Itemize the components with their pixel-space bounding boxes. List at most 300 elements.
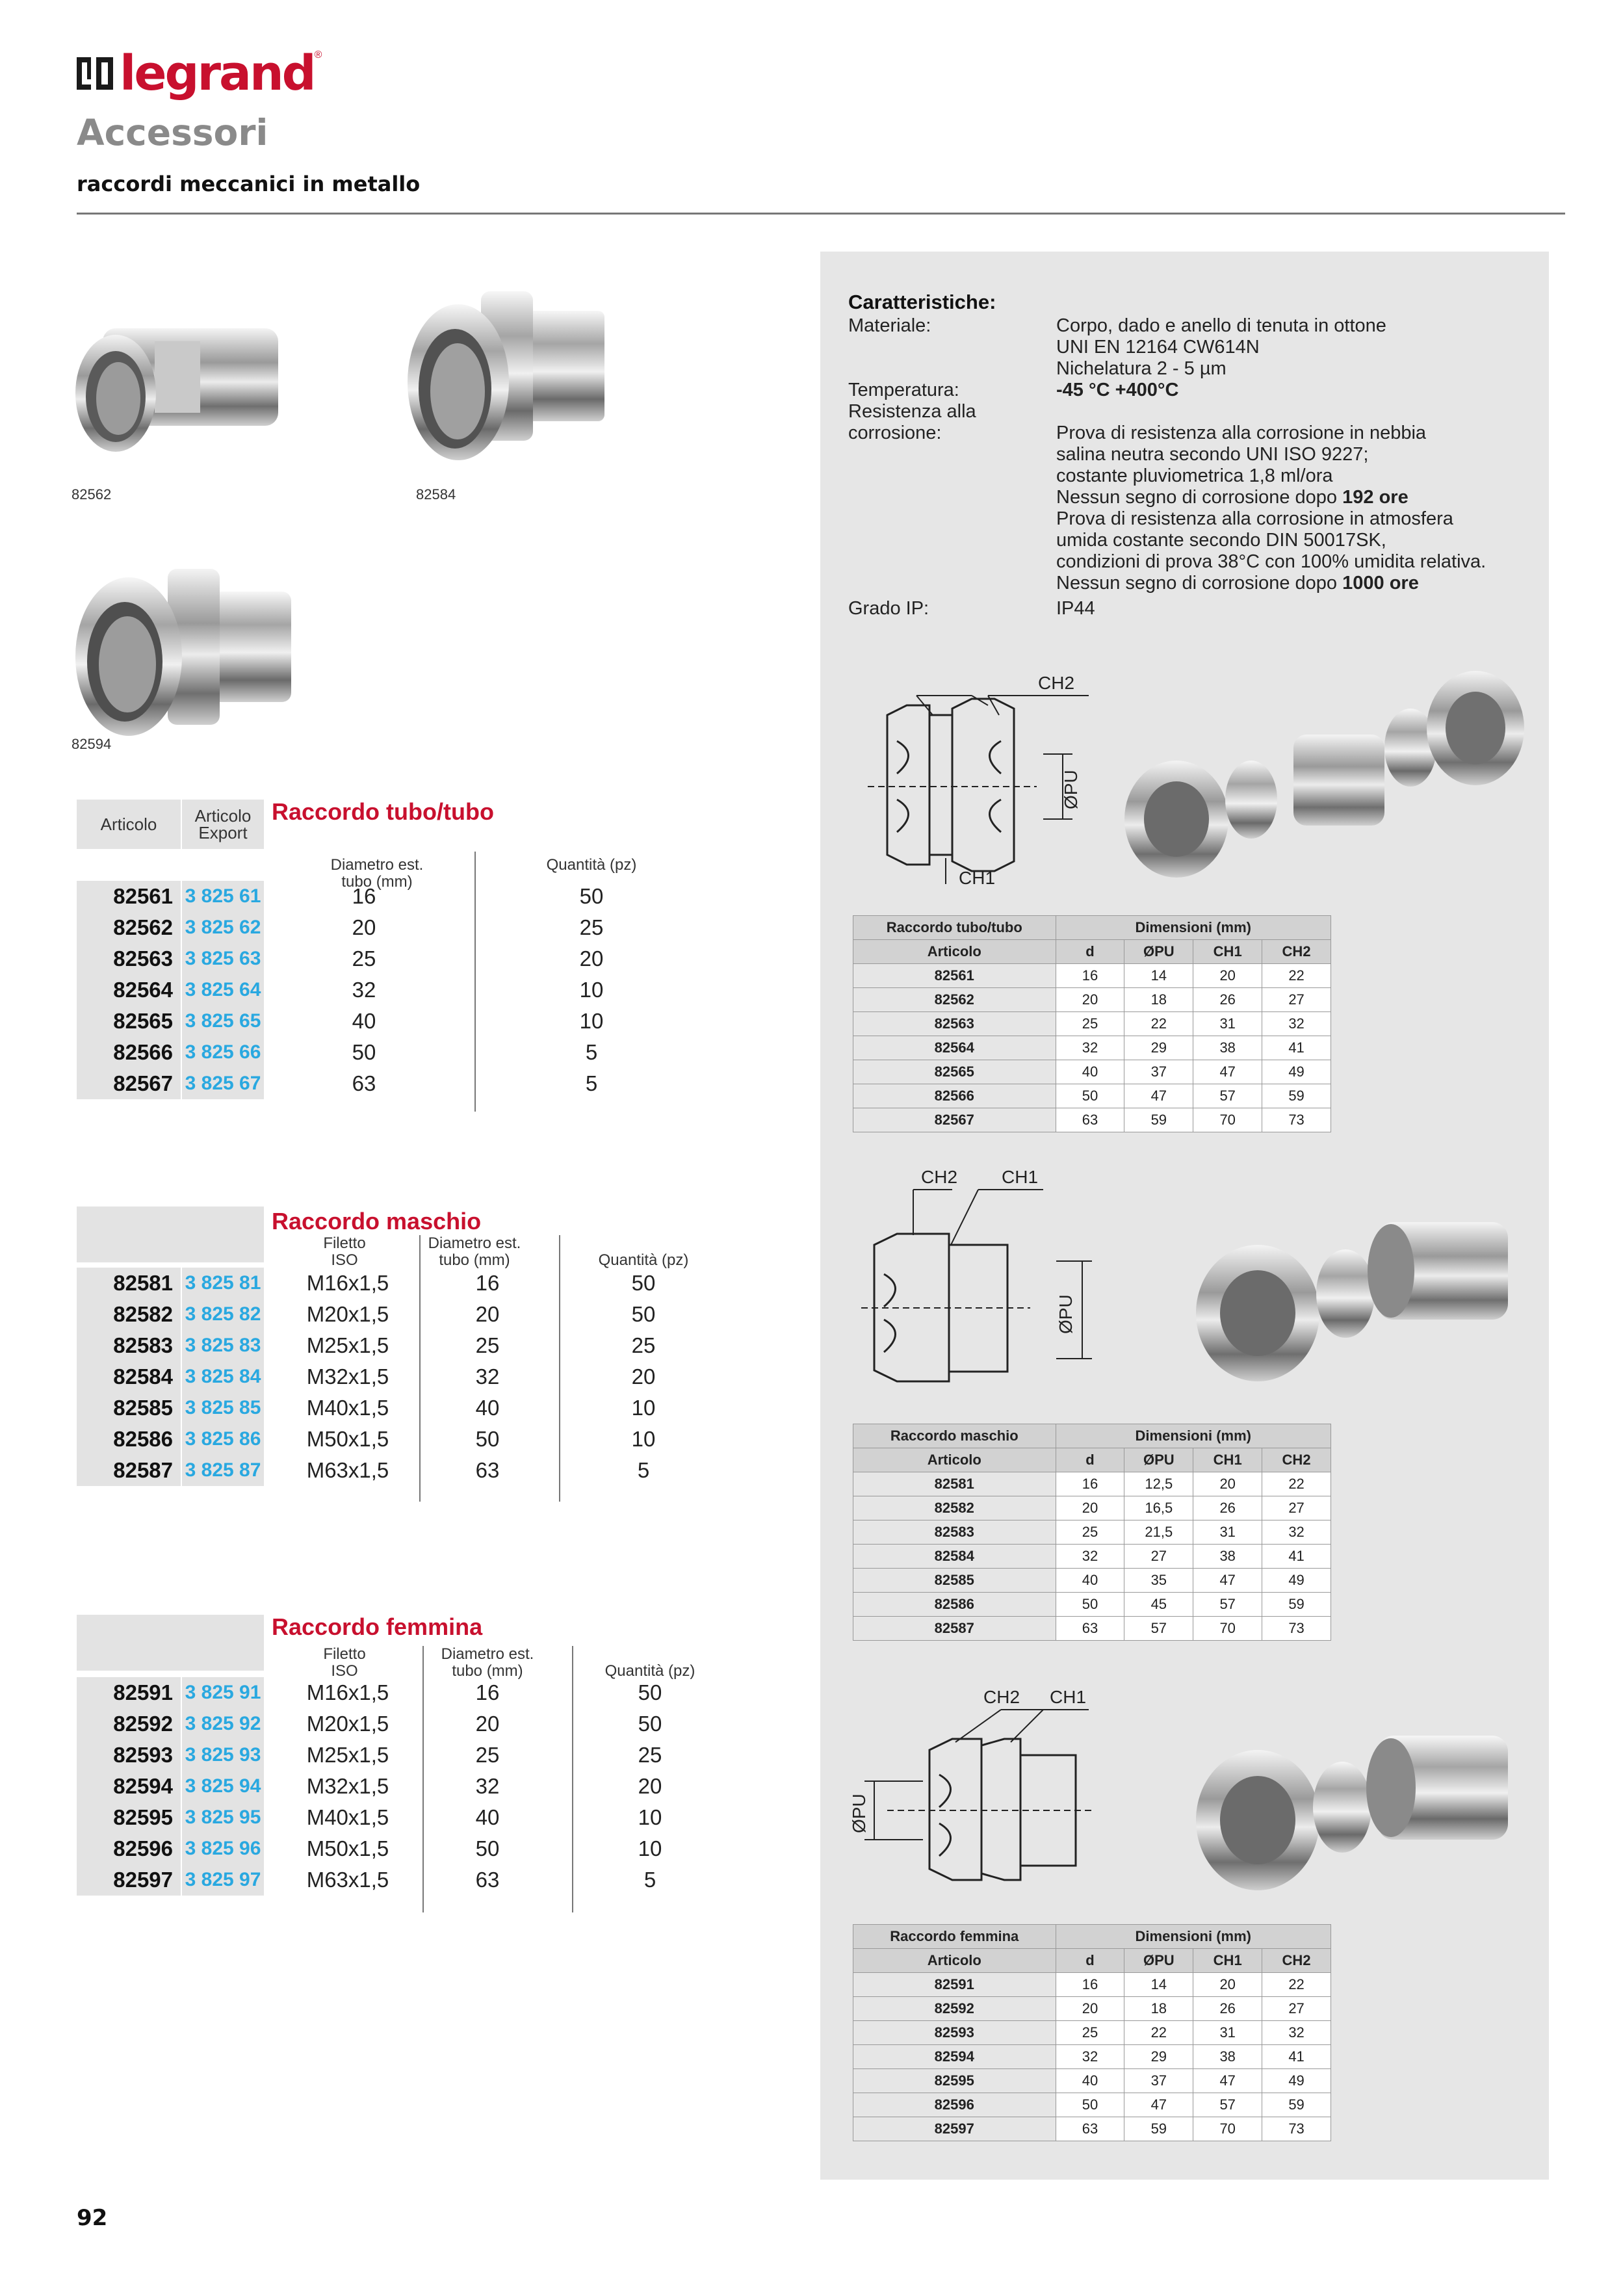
export-code: 3 825 87 xyxy=(182,1455,264,1486)
dim-value: 70 xyxy=(1193,2117,1262,2141)
product-row xyxy=(77,1864,727,1896)
spec-label: Materiale: xyxy=(848,315,931,336)
product-value: M20x1,5 xyxy=(306,1712,389,1736)
export-code: 3 825 86 xyxy=(182,1424,264,1455)
export-code: 3 825 61 xyxy=(182,881,264,912)
dim-row xyxy=(853,2117,1331,2141)
product-value: M50x1,5 xyxy=(306,1836,389,1860)
dim-col-header: ØPU xyxy=(1124,940,1193,964)
export-code: 3 825 82 xyxy=(182,1299,264,1330)
dim-value: 21,5 xyxy=(1124,1520,1193,1545)
dim-row xyxy=(853,1036,1331,1060)
dim-article-code: 82591 xyxy=(853,1973,1056,1997)
product-value: M32x1,5 xyxy=(306,1774,389,1798)
dim-value: 16,5 xyxy=(1124,1496,1193,1520)
dim-value: 57 xyxy=(1193,1084,1262,1108)
product-value: 5 xyxy=(585,1071,598,1095)
article-code: 82597 xyxy=(77,1864,181,1896)
dim-row xyxy=(853,1084,1331,1108)
dim-col-header: CH1 xyxy=(1193,1448,1262,1472)
col-header-articolo-export: Articolo Export xyxy=(182,800,264,849)
product-value: 25 xyxy=(475,1333,500,1357)
photo-82594-fitting xyxy=(70,553,304,741)
legrand-logo xyxy=(77,44,322,103)
product-value: 5 xyxy=(637,1458,650,1482)
product-value: M25x1,5 xyxy=(306,1743,389,1767)
dim-value: 31 xyxy=(1193,1520,1262,1545)
dim-value: 63 xyxy=(1056,1617,1124,1641)
dim-value: 73 xyxy=(1262,1617,1331,1641)
section-title: Raccordo tubo/tubo xyxy=(272,798,494,825)
article-code: 82582 xyxy=(77,1299,181,1330)
dim-value: 50 xyxy=(1056,1593,1124,1617)
dim-value: 20 xyxy=(1193,1472,1262,1496)
dim-value: 73 xyxy=(1262,2117,1331,2141)
product-value: 40 xyxy=(352,1009,376,1033)
dim-row xyxy=(853,2045,1331,2069)
product-row xyxy=(77,912,727,943)
dim-value: 22 xyxy=(1262,1472,1331,1496)
product-row xyxy=(77,881,727,912)
dim-value: 57 xyxy=(1193,2093,1262,2117)
dim-col-header: ØPU xyxy=(1124,1448,1193,1472)
dim-value: 70 xyxy=(1193,1108,1262,1132)
dim-value: 12,5 xyxy=(1124,1472,1193,1496)
dim-row xyxy=(853,1617,1331,1641)
dim-value: 63 xyxy=(1056,1108,1124,1132)
spec-label: Grado IP: xyxy=(848,598,929,619)
export-code: 3 825 84 xyxy=(182,1361,264,1392)
product-row xyxy=(77,1708,727,1740)
dim-article-code: 82562 xyxy=(853,988,1056,1012)
product-row xyxy=(77,1361,727,1392)
dim-article-code: 82584 xyxy=(853,1545,1056,1569)
dim-value: 22 xyxy=(1262,964,1331,988)
dim-value: 47 xyxy=(1124,2093,1193,2117)
product-value: M25x1,5 xyxy=(306,1333,389,1357)
export-code: 3 825 97 xyxy=(182,1864,264,1896)
diagram-maschio xyxy=(848,1164,1108,1411)
article-code: 82586 xyxy=(77,1424,181,1455)
dim-article-code: 82561 xyxy=(853,964,1056,988)
dim-article-code: 82595 xyxy=(853,2069,1056,2093)
product-row xyxy=(77,1330,727,1361)
product-value: 50 xyxy=(475,1427,500,1451)
dim-value: 32 xyxy=(1056,2045,1124,2069)
product-row xyxy=(77,1833,727,1864)
characteristics-heading: Caratteristiche: xyxy=(848,291,996,313)
spec-value: Prova di resistenza alla corrosione in nebbia salina neutra secondo UNI ISO 9227; costante pluviometrica 1,8 ml/ora Nessun segno di corrosione dopo 192 ore Prova di resistenza alla corrosione in atmosfera umida costante secondo DIN 50017SK, condizioni di prova 38°C con 100% umidita relativa. Nessun segno di corrosione dopo 1000 ore xyxy=(1056,423,1487,594)
dim-value: 26 xyxy=(1193,1496,1262,1520)
product-value: 63 xyxy=(475,1868,500,1892)
export-code: 3 825 65 xyxy=(182,1006,264,1037)
dim-col-header: CH1 xyxy=(1193,940,1262,964)
exploded-fitting-tubo-tubo xyxy=(1111,670,1534,878)
dim-article-code: 82564 xyxy=(853,1036,1056,1060)
spec-row-materiale xyxy=(848,315,1537,380)
article-code: 82596 xyxy=(77,1833,181,1864)
dim-col-header: Articolo xyxy=(853,1949,1056,1973)
page-title: Accessori xyxy=(77,112,268,153)
article-code: 82561 xyxy=(77,881,181,912)
photo-82584-fitting xyxy=(403,272,617,480)
dim-value: 22 xyxy=(1124,1012,1193,1036)
dim-value: 14 xyxy=(1124,964,1193,988)
article-code: 82584 xyxy=(77,1361,181,1392)
exploded-fitting-femmina xyxy=(1183,1703,1521,1898)
product-value: 50 xyxy=(638,1712,662,1736)
dim-article-code: 82585 xyxy=(853,1569,1056,1593)
dim-table-title: Raccordo femmina xyxy=(853,1925,1056,1949)
product-row xyxy=(77,1068,727,1099)
product-value: 40 xyxy=(475,1805,500,1829)
dim-value: 59 xyxy=(1124,1108,1193,1132)
dim-article-code: 82566 xyxy=(853,1084,1056,1108)
export-code: 3 825 93 xyxy=(182,1740,264,1771)
page-number: 92 xyxy=(77,2205,108,2231)
dim-row xyxy=(853,964,1331,988)
dim-value: 49 xyxy=(1262,2069,1331,2093)
dim-row xyxy=(853,2021,1331,2045)
dim-value: 20 xyxy=(1056,988,1124,1012)
dim-value: 20 xyxy=(1193,964,1262,988)
product-value: 10 xyxy=(638,1805,662,1829)
article-code: 82594 xyxy=(77,1771,181,1802)
export-code: 3 825 91 xyxy=(182,1677,264,1708)
article-code: 82592 xyxy=(77,1708,181,1740)
product-row xyxy=(77,1455,727,1486)
product-value: 16 xyxy=(475,1680,500,1704)
label-opu: ØPU xyxy=(1061,770,1081,809)
dim-value: 26 xyxy=(1193,1997,1262,2021)
product-row xyxy=(77,943,727,974)
registered-mark: ® xyxy=(314,49,322,60)
dim-value: 27 xyxy=(1262,1997,1331,2021)
dim-value: 49 xyxy=(1262,1060,1331,1084)
dim-value: 41 xyxy=(1262,1545,1331,1569)
dim-article-code: 82593 xyxy=(853,2021,1056,2045)
product-value: 10 xyxy=(579,978,604,1002)
dim-value: 31 xyxy=(1193,2021,1262,2045)
product-row xyxy=(77,1299,727,1330)
page-subtitle: raccordi meccanici in metallo xyxy=(77,172,421,196)
product-value: 25 xyxy=(631,1333,656,1357)
dim-value: 49 xyxy=(1262,1569,1331,1593)
dim-value: 25 xyxy=(1056,2021,1124,2045)
dim-value: 29 xyxy=(1124,1036,1193,1060)
product-value: 16 xyxy=(475,1271,500,1295)
dim-value: 29 xyxy=(1124,2045,1193,2069)
dim-col-header: ØPU xyxy=(1124,1949,1193,1973)
export-code: 3 825 83 xyxy=(182,1330,264,1361)
header-divider xyxy=(77,213,1565,215)
dim-article-code: 82594 xyxy=(853,2045,1056,2069)
dim-value: 40 xyxy=(1056,1569,1124,1593)
dim-value: 16 xyxy=(1056,964,1124,988)
product-row xyxy=(77,1268,727,1299)
brand-name: legrand xyxy=(120,46,315,101)
col-header: Diametro est. tubo (mm) xyxy=(330,856,424,891)
export-code: 3 825 95 xyxy=(182,1802,264,1833)
product-value: 20 xyxy=(579,946,604,971)
photo-caption-82562: 82562 xyxy=(71,486,112,502)
product-value: M16x1,5 xyxy=(306,1271,389,1295)
dim-value: 32 xyxy=(1056,1545,1124,1569)
dim-table-femmina xyxy=(853,1924,1331,2141)
dim-value: 57 xyxy=(1124,1617,1193,1641)
dim-article-code: 82597 xyxy=(853,2117,1056,2141)
section-title: Raccordo femmina xyxy=(272,1613,483,1640)
spec-value: Corpo, dado e anello di tenuta in ottone UNI EN 12164 CW614N Nichelatura 2 - 5 µm xyxy=(1056,315,1386,379)
dim-value: 32 xyxy=(1262,2021,1331,2045)
dim-value: 57 xyxy=(1193,1593,1262,1617)
export-code: 3 825 94 xyxy=(182,1771,264,1802)
product-row xyxy=(77,1006,727,1037)
dim-value: 59 xyxy=(1124,2117,1193,2141)
product-value: 20 xyxy=(475,1712,500,1736)
col-header-articolo: Articolo xyxy=(77,800,181,849)
dim-article-code: 82596 xyxy=(853,2093,1056,2117)
dim-article-code: 82563 xyxy=(853,1012,1056,1036)
diagram-tubo-tubo xyxy=(848,670,1108,897)
spec-label: Temperatura: xyxy=(848,380,959,400)
product-value: 5 xyxy=(585,1040,598,1064)
article-code: 82585 xyxy=(77,1392,181,1424)
export-code: 3 825 67 xyxy=(182,1068,264,1099)
product-value: 16 xyxy=(352,884,376,908)
label-ch2: CH2 xyxy=(983,1687,1020,1707)
product-value: 32 xyxy=(475,1774,500,1798)
product-row xyxy=(77,1037,727,1068)
dim-col-header: CH2 xyxy=(1262,940,1331,964)
dim-value: 38 xyxy=(1193,2045,1262,2069)
dim-value: 47 xyxy=(1193,2069,1262,2093)
dim-value: 59 xyxy=(1262,1084,1331,1108)
article-code: 82595 xyxy=(77,1802,181,1833)
dim-value: 59 xyxy=(1262,1593,1331,1617)
export-code: 3 825 66 xyxy=(182,1037,264,1068)
product-row xyxy=(77,1740,727,1771)
product-value: M63x1,5 xyxy=(306,1868,389,1892)
exploded-fitting-maschio xyxy=(1183,1196,1521,1391)
dim-value: 73 xyxy=(1262,1108,1331,1132)
dim-value: 16 xyxy=(1056,1472,1124,1496)
product-value: 25 xyxy=(579,915,604,939)
dim-table-tubo-tubo xyxy=(853,915,1331,1132)
dim-row xyxy=(853,2093,1331,2117)
dim-col-header: Articolo xyxy=(853,1448,1056,1472)
dim-row xyxy=(853,1472,1331,1496)
product-value: 50 xyxy=(631,1302,656,1326)
export-code: 3 825 92 xyxy=(182,1708,264,1740)
dim-value: 27 xyxy=(1262,988,1331,1012)
dim-row xyxy=(853,2069,1331,2093)
col-header: Quantità (pz) xyxy=(604,1662,695,1680)
dim-value: 59 xyxy=(1262,2093,1331,2117)
product-row xyxy=(77,974,727,1006)
dim-col-header: CH1 xyxy=(1193,1949,1262,1973)
dim-article-code: 82586 xyxy=(853,1593,1056,1617)
dim-value: 20 xyxy=(1056,1496,1124,1520)
product-row xyxy=(77,1677,727,1708)
product-value: M50x1,5 xyxy=(306,1427,389,1451)
label-opu: ØPU xyxy=(1056,1294,1076,1334)
dim-row xyxy=(853,988,1331,1012)
dim-col-header: d xyxy=(1056,1448,1124,1472)
product-value: 40 xyxy=(475,1396,500,1420)
dim-value: 47 xyxy=(1124,1084,1193,1108)
dim-value: 45 xyxy=(1124,1593,1193,1617)
label-ch1: CH1 xyxy=(1002,1167,1039,1187)
dim-value: 22 xyxy=(1124,2021,1193,2045)
product-value: M63x1,5 xyxy=(306,1458,389,1482)
dim-value: 50 xyxy=(1056,2093,1124,2117)
dim-value: 50 xyxy=(1056,1084,1124,1108)
product-value: 10 xyxy=(631,1427,656,1451)
product-value: 32 xyxy=(475,1364,500,1389)
label-ch1: CH1 xyxy=(1050,1687,1087,1707)
photo-caption-82594: 82594 xyxy=(71,736,112,752)
article-code: 82591 xyxy=(77,1677,181,1708)
article-code: 82583 xyxy=(77,1330,181,1361)
article-code: 82564 xyxy=(77,974,181,1006)
dim-row xyxy=(853,1496,1331,1520)
dim-value: 40 xyxy=(1056,1060,1124,1084)
section-title: Raccordo maschio xyxy=(272,1208,482,1234)
product-value: 50 xyxy=(352,1040,376,1064)
dim-value: 31 xyxy=(1193,1012,1262,1036)
dim-value: 32 xyxy=(1262,1520,1331,1545)
dim-col-header: CH2 xyxy=(1262,1949,1331,1973)
export-code: 3 825 96 xyxy=(182,1833,264,1864)
dim-value: 18 xyxy=(1124,1997,1193,2021)
product-row xyxy=(77,1424,727,1455)
col-header: Diametro est. tubo (mm) xyxy=(441,1645,534,1680)
photo-caption-82584: 82584 xyxy=(416,486,456,502)
product-value: 25 xyxy=(638,1743,662,1767)
product-value: 20 xyxy=(352,915,376,939)
product-row xyxy=(77,1392,727,1424)
product-value: 32 xyxy=(352,978,376,1002)
dim-value: 14 xyxy=(1124,1973,1193,1997)
characteristics-block xyxy=(848,291,1537,620)
label-ch1: CH1 xyxy=(959,868,996,888)
dim-row xyxy=(853,1997,1331,2021)
dim-col-header: Articolo xyxy=(853,940,1056,964)
photo-82562-fitting xyxy=(70,302,298,478)
article-code: 82593 xyxy=(77,1740,181,1771)
dim-value: 38 xyxy=(1193,1545,1262,1569)
product-value: 63 xyxy=(475,1458,500,1482)
dim-table-title: Raccordo maschio xyxy=(853,1424,1056,1448)
col-header: Filetto ISO xyxy=(323,1234,366,1269)
dim-col-header: CH2 xyxy=(1262,1448,1331,1472)
section-header-bar xyxy=(77,1207,264,1262)
dim-value: 27 xyxy=(1262,1496,1331,1520)
spec-row-grado-ip xyxy=(848,598,1537,620)
dim-value: 70 xyxy=(1193,1617,1262,1641)
dim-value: 20 xyxy=(1193,1973,1262,1997)
product-value: M40x1,5 xyxy=(306,1805,389,1829)
section-header-bar xyxy=(77,1615,264,1671)
article-code: 82565 xyxy=(77,1006,181,1037)
dim-value: 47 xyxy=(1193,1060,1262,1084)
col-header: Quantità (pz) xyxy=(598,1251,689,1269)
export-code: 3 825 62 xyxy=(182,912,264,943)
dim-value: 27 xyxy=(1124,1545,1193,1569)
dim-value: 41 xyxy=(1262,1036,1331,1060)
dim-value: 40 xyxy=(1056,2069,1124,2093)
col-header: Diametro est. tubo (mm) xyxy=(428,1234,521,1269)
dim-row xyxy=(853,1520,1331,1545)
dim-table-maschio xyxy=(853,1424,1331,1641)
export-code: 3 825 63 xyxy=(182,943,264,974)
dim-article-code: 82592 xyxy=(853,1997,1056,2021)
product-value: 25 xyxy=(475,1743,500,1767)
legrand-mark-icon xyxy=(77,55,114,92)
dim-col-header: d xyxy=(1056,940,1124,964)
dim-row xyxy=(853,1060,1331,1084)
label-ch2: CH2 xyxy=(1038,673,1075,693)
product-value: 10 xyxy=(579,1009,604,1033)
export-code: 3 825 85 xyxy=(182,1392,264,1424)
dim-value: 25 xyxy=(1056,1012,1124,1036)
spec-row-temperatura xyxy=(848,380,1537,401)
label-opu: ØPU xyxy=(849,1794,869,1833)
product-value: M40x1,5 xyxy=(306,1396,389,1420)
product-value: 20 xyxy=(475,1302,500,1326)
dim-value: 16 xyxy=(1056,1973,1124,1997)
article-code: 82587 xyxy=(77,1455,181,1486)
product-row xyxy=(77,1771,727,1802)
dim-article-code: 82581 xyxy=(853,1472,1056,1496)
dim-row xyxy=(853,1569,1331,1593)
dim-article-code: 82587 xyxy=(853,1617,1056,1641)
product-value: 25 xyxy=(352,946,376,971)
dim-value: 18 xyxy=(1124,988,1193,1012)
dim-col-header: d xyxy=(1056,1949,1124,1973)
dim-value: 38 xyxy=(1193,1036,1262,1060)
article-code: 82563 xyxy=(77,943,181,974)
dim-group-header: Dimensioni (mm) xyxy=(1056,916,1331,940)
product-value: 50 xyxy=(579,884,604,908)
dim-row xyxy=(853,1108,1331,1132)
dim-group-header: Dimensioni (mm) xyxy=(1056,1925,1331,1949)
dim-article-code: 82583 xyxy=(853,1520,1056,1545)
dim-row xyxy=(853,1973,1331,1997)
dim-row xyxy=(853,1593,1331,1617)
diagram-femmina xyxy=(848,1677,1128,1911)
dim-value: 37 xyxy=(1124,2069,1193,2093)
spec-value-temperature: -45 °C +400°C xyxy=(1056,380,1179,400)
export-code: 3 825 81 xyxy=(182,1268,264,1299)
dim-value: 63 xyxy=(1056,2117,1124,2141)
product-value: 50 xyxy=(475,1836,500,1860)
dim-value: 20 xyxy=(1056,1997,1124,2021)
article-code: 82562 xyxy=(77,912,181,943)
product-value: 50 xyxy=(638,1680,662,1704)
product-value: M32x1,5 xyxy=(306,1364,389,1389)
dim-group-header: Dimensioni (mm) xyxy=(1056,1424,1331,1448)
product-value: 20 xyxy=(631,1364,656,1389)
dim-value: 26 xyxy=(1193,988,1262,1012)
spec-label: Resistenza alla corrosione: xyxy=(848,401,976,443)
product-value: 63 xyxy=(352,1071,376,1095)
dim-row xyxy=(853,1012,1331,1036)
dim-article-code: 82567 xyxy=(853,1108,1056,1132)
dim-table-title: Raccordo tubo/tubo xyxy=(853,916,1056,940)
dim-value: 32 xyxy=(1262,1012,1331,1036)
